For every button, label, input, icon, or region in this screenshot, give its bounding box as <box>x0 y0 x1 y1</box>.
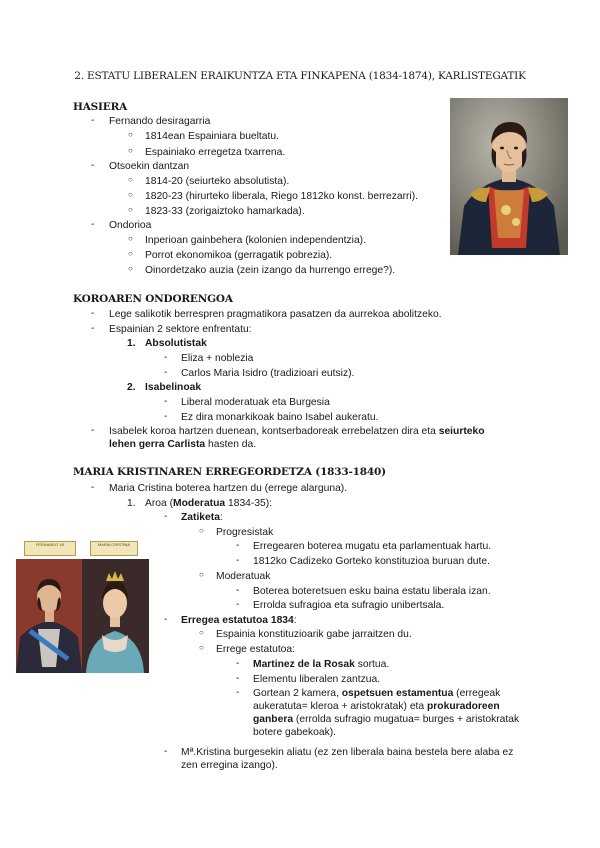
circle-marker: ○ <box>199 526 204 535</box>
bullet-isabel-koroa: Isabelek koroa hartzen duenean, kontserbadoreak errebelatzen dira eta seiurteko lehen gerra Carlista hasten da. <box>109 426 485 450</box>
sub-bullet: Elementu liberalen zantzua. <box>253 674 381 685</box>
label-isabelinoak: Isabelinoak <box>145 382 202 393</box>
dash-marker: - <box>164 746 168 757</box>
sub-bullet: Porrot ekonomikoa (gerragatik pobrezia). <box>145 250 333 261</box>
circle-marker: ○ <box>128 205 133 214</box>
label-card-left: FERNANDO VII <box>24 541 76 556</box>
gortean-2-kamera: Gortean 2 kamera, ospetsuen estamentua (erregeak aukeratuta= kleroa + aristokratak) eta prokuradoreen ganbera (errolda sufragio mugatua= burges + aristokratak botere gabekoak). <box>253 688 520 738</box>
sub-bullet: 1823-33 (zorigaiztoko hamarkada). <box>145 206 305 217</box>
heading-hasiera: HASIERA <box>73 101 128 113</box>
zatiketa: Zatiketa: <box>181 512 223 523</box>
sub-bullet: Inperioan gainbehera (kolonien independentzia). <box>145 235 366 246</box>
circle-marker: ○ <box>199 570 204 579</box>
sub-bullet: Eliza + noblezia <box>181 353 254 364</box>
mk-burgesekin: Mª.Kristina burgesekin aliatu (ez zen liberala baina bestela bere alaba ez zen erregina izango). <box>181 747 514 771</box>
circle-marker: ○ <box>128 249 133 258</box>
sub-bullet: Carlos Maria Isidro (tradizioari eutsiz). <box>181 368 355 379</box>
dash-marker: - <box>236 658 240 669</box>
sub-bullet: Errege estatutoa: <box>216 644 295 655</box>
bullet-fernando: Fernando desiragarria <box>109 116 211 127</box>
dash-marker: - <box>91 323 95 334</box>
number-marker: 1. <box>127 498 136 509</box>
sub-bullet: 1812ko Cadizeko Gorteko konstituzioa buruan dute. <box>253 556 490 567</box>
dash-marker: - <box>91 219 95 230</box>
circle-marker: ○ <box>128 264 133 273</box>
sub-bullet: Boterea boteretsuen esku baina estatu liberala izan. <box>253 586 491 597</box>
dash-marker: - <box>236 599 240 610</box>
sub-bullet: 1820-23 (hirurteko liberala, Riego 1812ko konst. berrezarri). <box>145 191 419 202</box>
heading-maria-kristina: MARIA KRISTINAREN ERREGEORDETZA (1833-1840) <box>73 466 386 478</box>
erregea-estatutoa: Erregea estatutoa 1834: <box>181 615 297 626</box>
bullet-2-sektore: Espainian 2 sektore enfrentatu: <box>109 324 252 335</box>
number-marker: 2. <box>127 382 136 393</box>
circle-marker: ○ <box>199 643 204 652</box>
sub-bullet: Espainiako erregetza txarrena. <box>145 147 286 158</box>
moderatuak: Moderatuak <box>216 571 271 582</box>
dash-marker: - <box>236 585 240 596</box>
portrait-fernando-cristina <box>16 559 149 673</box>
bullet-lege-salikoa: Lege salikotik berrespren pragmatikora pasatzen da aurrekoa abolitzeko. <box>109 309 442 320</box>
circle-marker: ○ <box>128 234 133 243</box>
sub-bullet: 1814ean Espainiara bueltatu. <box>145 131 279 142</box>
sub-bullet: Erregearen boterea mugatu eta parlamentuak hartu. <box>253 541 492 552</box>
dash-marker: - <box>91 308 95 319</box>
dash-marker: - <box>236 673 240 684</box>
document-title: 2. ESTATU LIBERALEN ERAIKUNTZA ETA FINKAPENA (1834-1874), KARLISTEGATIK <box>74 70 526 82</box>
bullet-otsoekin: Otsoekin dantzan <box>109 161 190 172</box>
progresistak: Progresistak <box>216 527 274 538</box>
dash-marker: - <box>164 396 168 407</box>
bullet-ondorioa: Ondorioa <box>109 220 152 231</box>
heading-koroaren-ondorengoa: KOROAREN ONDORENGOA <box>73 293 233 305</box>
sub-bullet: Oinordetzako auzia (zein izango da hurrengo errege?). <box>145 265 396 276</box>
label-card-right: MARIA CRISTINA <box>90 541 138 556</box>
circle-marker: ○ <box>128 146 133 155</box>
dash-marker: - <box>164 614 168 625</box>
circle-marker: ○ <box>199 628 204 637</box>
sub-bullet: 1814-20 (seiurteko absolutista). <box>145 176 290 187</box>
sub-bullet: Ez dira monarkikoak baino Isabel aukeratu. <box>181 412 379 423</box>
portrait-fernando-vii <box>450 98 568 255</box>
aroa-moderatua: Aroa (Moderatua 1834-35): <box>145 498 273 509</box>
bullet-maria-cristina: Maria Cristina boterea hartzen du (errege alarguna). <box>109 483 348 494</box>
sub-bullet: Errolda sufragioa eta sufragio unibertsala. <box>253 600 445 611</box>
martinez-de-la-rosa: Martinez de la Rosak sortua. <box>253 659 390 670</box>
dash-marker: - <box>91 482 95 493</box>
dash-marker: - <box>91 115 95 126</box>
dash-marker: - <box>164 352 168 363</box>
dash-marker: - <box>91 425 95 436</box>
dash-marker: - <box>236 540 240 551</box>
dash-marker: - <box>236 555 240 566</box>
number-marker: 1. <box>127 338 136 349</box>
sub-bullet: Liberal moderatuak eta Burgesia <box>181 397 330 408</box>
sub-bullet: Espainia konstituzioarik gabe jarraitzen du. <box>216 629 412 640</box>
circle-marker: ○ <box>128 175 133 184</box>
label-absolutistak: Absolutistak <box>145 338 207 349</box>
dash-marker: - <box>164 411 168 422</box>
circle-marker: ○ <box>128 130 133 139</box>
dash-marker: - <box>91 160 95 171</box>
dash-marker: - <box>164 511 168 522</box>
dash-marker: - <box>164 367 168 378</box>
circle-marker: ○ <box>128 190 133 199</box>
dash-marker: - <box>236 687 240 698</box>
